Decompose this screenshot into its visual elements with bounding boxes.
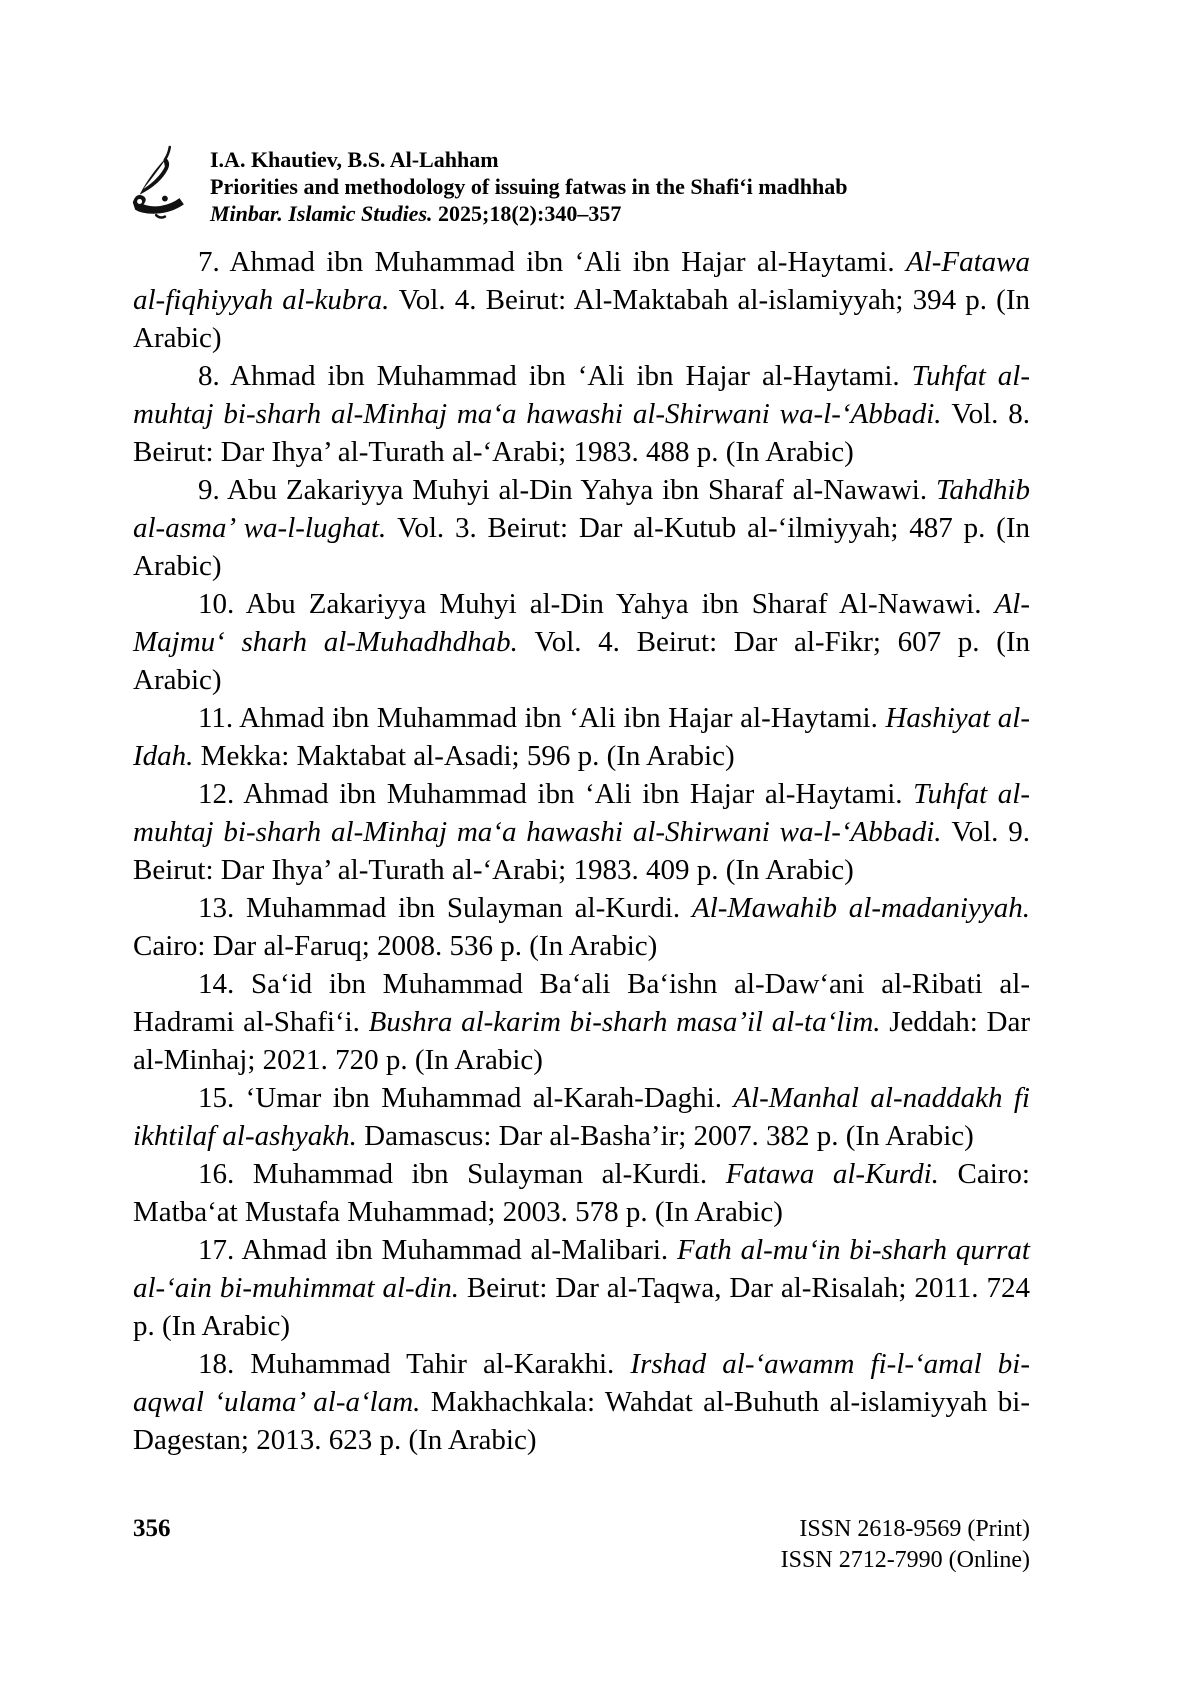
issn-online: ISSN 2712-7990 (Online): [780, 1547, 1030, 1573]
reference-item: [133, 1155, 1030, 1231]
reference-title: Tuhfat al-muhtaj bi-sharh al-Minhaj ma‘a hawashi al-Shirwani wa-l-‘Abbadi.: [133, 360, 1030, 430]
reference-text: 10. Abu Zakariyya Muhyi al-Din Yahya ibn Sharaf Al-Nawawi.: [198, 588, 995, 620]
reference-text: 8. Ahmad ibn Muhammad ibn ‘Ali ibn Hajar al-Haytami.: [198, 360, 912, 392]
page-header: [126, 141, 847, 227]
issn-print: ISSN 2618-9569 (Print): [799, 1516, 1030, 1542]
journal-name: Minbar. Islamic Studies.: [210, 201, 433, 226]
reference-title: Fath al-mu‘in bi-sharh qurrat al-‘ain bi-muhimmat al-din.: [133, 1234, 1030, 1304]
reference-text: Vol. 9. Beirut: Dar Ihya’ al-Turath al-‘Arabi; 1983. 409 p. (In Arabic): [133, 816, 1030, 886]
minbar-journal-logo-icon: [126, 143, 196, 225]
journal-citation-rest: 2025;18(2):340–357: [432, 201, 622, 226]
header-journal-citation: [210, 200, 847, 227]
reference-item: [133, 243, 1030, 357]
reference-item: [133, 585, 1030, 699]
header-text-block: [210, 141, 847, 227]
reference-text: 15. ‘Umar ibn Muhammad al-Karah-Daghi.: [198, 1082, 734, 1114]
reference-title: Fatawa al-Kurdi.: [725, 1158, 958, 1190]
reference-title: Al-Majmu‘ sharh al-Muhadhdhab.: [133, 588, 1030, 658]
reference-item: [133, 1345, 1030, 1459]
reference-item: [133, 1079, 1030, 1155]
reference-text: Vol. 3. Beirut: Dar al-Kutub al-‘ilmiyyah; 487 p. (In Arabic): [133, 512, 1030, 582]
reference-text: Vol. 4. Beirut: Al-Maktabah al-islamiyyah; 394 p. (In Arabic): [133, 284, 1030, 354]
reference-text: 14. Sa‘id ibn Muhammad Ba‘ali Ba‘ishn al-Daw‘ani al-Ribati al-Hadrami al-Shafi‘i.: [133, 968, 1030, 1038]
reference-item: [133, 965, 1030, 1079]
reference-text: Mekka: Maktabat al-Asadi; 596 p. (In Arabic): [200, 740, 735, 772]
reference-item: [133, 1231, 1030, 1345]
reference-text: Beirut: Dar al-Taqwa, Dar al-Risalah; 2011. 724 p. (In Arabic): [133, 1272, 1030, 1342]
reference-text: Makhachkala: Wahdat al-Buhuth al-islamiyyah bi-Dagestan; 2013. 623 p. (In Arabic): [133, 1386, 1030, 1456]
reference-text: Damascus: Dar al-Basha’ir; 2007. 382 p. (In Arabic): [364, 1120, 974, 1152]
page-footer: [133, 1514, 1030, 1576]
reference-title: Al-Manhal al-naddakh fi ikhtilaf al-ashyakh.: [133, 1082, 1030, 1152]
header-article-title: Priorities and methodology of issuing fatwas in the Shafi‘i madhhab: [210, 174, 848, 199]
issn-block: [781, 1514, 1030, 1576]
reference-text: 9. Abu Zakariyya Muhyi al-Din Yahya ibn Sharaf al-Nawawi.: [198, 474, 936, 506]
reference-text: Cairo: Dar al-Faruq; 2008. 536 p. (In Arabic): [133, 930, 658, 962]
reference-title: Al-Mawahib al-madaniyyah.: [691, 892, 1030, 924]
reference-text: 17. Ahmad ibn Muhammad al-Malibari.: [198, 1234, 677, 1266]
header-authors: I.A. Khautiev, B.S. Al-Lahham: [210, 147, 499, 172]
reference-title: Bushra al-karim bi-sharh masa’il al-ta‘lim.: [368, 1006, 890, 1038]
reference-text: 11. Ahmad ibn Muhammad ibn ‘Ali ibn Hajar al-Haytami.: [198, 702, 886, 734]
reference-text: Vol. 8. Beirut: Dar Ihya’ al-Turath al-‘Arabi; 1983. 488 p. (In Arabic): [133, 398, 1030, 468]
reference-title: Hashiyat al-Idah.: [133, 702, 1030, 772]
page-number: 356: [133, 1515, 171, 1542]
reference-title: Al-Fatawa al-fiqhiyyah al-kubra.: [133, 246, 1030, 316]
reference-text: Cairo: Matba‘at Mustafa Muhammad; 2003. 578 p. (In Arabic): [133, 1158, 1030, 1228]
reference-text: 18. Muhammad Tahir al-Karakhi.: [198, 1348, 631, 1380]
reference-item: [133, 775, 1030, 889]
reference-text: Jeddah: Dar al-Minhaj; 2021. 720 p. (In Arabic): [133, 1006, 1030, 1076]
reference-text: Vol. 4. Beirut: Dar al-Fikr; 607 p. (In Arabic): [133, 626, 1031, 696]
reference-title: Tuhfat al-muhtaj bi-sharh al-Minhaj ma‘a hawashi al-Shirwani wa-l-‘Abbadi.: [133, 778, 1030, 848]
reference-text: 12. Ahmad ibn Muhammad ibn ‘Ali ibn Hajar al-Haytami.: [198, 778, 914, 810]
references-list: [133, 243, 1030, 1459]
reference-text: 13. Muhammad ibn Sulayman al-Kurdi.: [198, 892, 692, 924]
reference-item: [133, 471, 1030, 585]
reference-item: [133, 699, 1030, 775]
reference-item: [133, 889, 1030, 965]
reference-title: Irshad al-‘awamm fi-l-‘amal bi-aqwal ‘ulama’ al-a‘lam.: [133, 1348, 1031, 1418]
reference-item: [133, 357, 1030, 471]
reference-text: 16. Muhammad ibn Sulayman al-Kurdi.: [198, 1158, 726, 1190]
reference-title: Tahdhib al-asma’ wa-l-lughat.: [133, 474, 1030, 544]
reference-text: 7. Ahmad ibn Muhammad ibn ‘Ali ibn Hajar al-Haytami.: [198, 246, 906, 278]
